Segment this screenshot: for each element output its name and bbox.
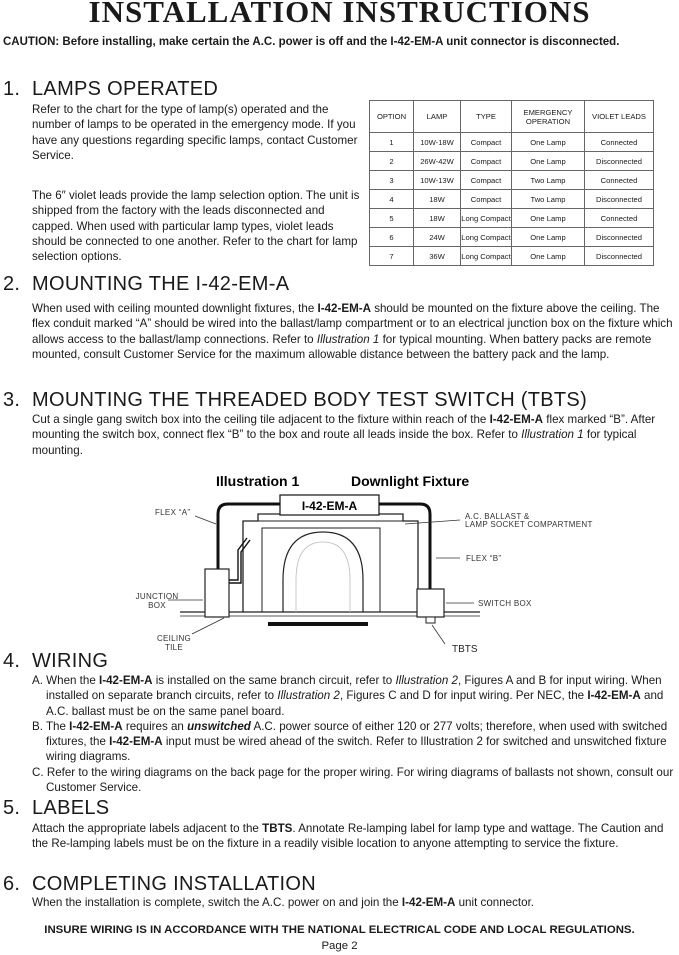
header-violet-leads: VIOLET LEADS (585, 101, 654, 133)
cell-type: Compact (461, 171, 512, 190)
table-row (370, 209, 654, 228)
section-2-paragraph: When used with ceiling mounted downlight fixtures, the I-42-EM-A should be mounted on the fixture above the ceiling. The flex conduit marked “A” should be wired into the ballast/lamp compartment or to an electrical junction box on the fixture which allows access to the ballast/lamp connections. Refer to Illustration 1 for typical mounting. When battery packs are remote mounted, consult Customer Service for the maximum allowable distance between the battery pack and the lamp. (32, 302, 673, 361)
cell-emergency-operation: Two Lamp (512, 190, 585, 209)
product-name: I-42-EM-A (587, 689, 641, 703)
switch-box-label: SWITCH BOX (478, 599, 532, 608)
header-option: OPTION (370, 101, 414, 133)
section-1-paragraph-2: The 6″ violet leads provide the lamp selection option. The unit is shipped from the factory with the leads disconnected and capped. When used with particular lamp types, violet leads should be connected to one another. Refer to the chart for lamp selection options. (32, 189, 360, 264)
section-3-heading: MOUNTING THE THREADED BODY TEST SWITCH (TBTS) (32, 389, 588, 411)
illustration-reference: Illustration 2 (277, 689, 340, 703)
cell-type: Compact (461, 133, 512, 152)
product-name: I-42-EM-A (99, 674, 153, 687)
flex-a-label: FLEX “A” (155, 508, 191, 517)
flex-a-leader (195, 516, 216, 524)
section-5-heading: LABELS (32, 797, 110, 819)
cell-lamp: 24W (414, 228, 461, 247)
section-5-number: 5. (3, 797, 21, 819)
table-row (370, 152, 654, 171)
table-row (370, 228, 654, 247)
section-1-heading: LAMPS OPERATED (32, 78, 219, 100)
table-row (370, 190, 654, 209)
cell-option: 2 (370, 152, 414, 171)
cell-violet-leads: Connected (585, 171, 654, 190)
cell-option: 5 (370, 209, 414, 228)
lamp-options-table (369, 100, 654, 266)
cell-type: Long Compact (461, 247, 512, 266)
cell-emergency-operation: One Lamp (512, 152, 585, 171)
cell-emergency-operation: One Lamp (512, 228, 585, 247)
illustration-reference: Illustration 1 (521, 428, 584, 442)
section-6-paragraph: When the installation is complete, switch the A.C. power on and join the I-42-EM-A unit connector. (32, 896, 535, 909)
ceiling-label-line-1: CEILING (156, 634, 192, 643)
switch-box (417, 589, 444, 617)
cell-emergency-operation: Two Lamp (512, 171, 585, 190)
ballast-label-line-2: LAMP SOCKET COMPARTMENT (465, 520, 593, 529)
cell-lamp: 26W-42W (414, 152, 461, 171)
section-3-paragraph: Cut a single gang switch box into the ceiling tile adjacent to the fixture within reach of the I-42-EM-A flex marked “B”. After mounting the switch box, connect flex “B” to the box and route all leads inside the box. Refer to Illustration 1 for typical mounting. (32, 413, 656, 457)
caution-notice: CAUTION: Before installing, make certain the A.C. power is off and the I-42-EM-A unit connector is disconnected. (3, 36, 620, 48)
regulation-footer: INSURE WIRING IS IN ACCORDANCE WITH THE NATIONAL ELECTRICAL CODE AND LOCAL REGULATIONS. (44, 924, 635, 936)
table-row (370, 133, 654, 152)
product-name: I-42-EM-A (69, 719, 123, 733)
section-4-heading: WIRING (32, 650, 109, 672)
section-5-paragraph: Attach the appropriate labels adjacent to the TBTS. Annotate Re-lamping label for lamp type and wattage. The Caution and the Re-lamping labels must be on the fixture in a readily visible location to anyone attempting to service the fixture. (32, 822, 664, 851)
emphasis-unswitched: unswitched (187, 719, 251, 733)
cell-violet-leads: Connected (585, 133, 654, 152)
section-2-number: 2. (3, 273, 21, 295)
cell-violet-leads: Disconnected (585, 228, 654, 247)
cell-type: Long Compact (461, 228, 512, 247)
junction-wire-1 (229, 538, 247, 580)
table-header-row (370, 101, 654, 133)
unit-label: I-42-EM-A (301, 499, 358, 513)
cell-violet-leads: Disconnected (585, 190, 654, 209)
junction-label-line-1: JUNCTION (135, 592, 179, 601)
cell-type: Compact (461, 152, 512, 171)
section-6-number: 6. (3, 873, 21, 895)
cell-option: 6 (370, 228, 414, 247)
tbts-leader (432, 625, 445, 644)
junction-box (205, 569, 229, 617)
flex-b-label: FLEX “B” (466, 554, 502, 563)
wiring-item-b: B. The I-42-EM-A requires an unswitched A.C. power source of either 120 or 277 volts; therefore, when used with switched fixtures, the I-42-EM-A input must be wired ahead of the switch. Refer to Illustration 2 for switched and unswitched fixture wiring diagrams. (32, 719, 668, 764)
section-4-number: 4. (3, 650, 21, 672)
cell-option: 4 (370, 190, 414, 209)
cell-lamp: 18W (414, 190, 461, 209)
header-emergency-operation: EMERGENCY OPERATION (512, 101, 585, 133)
cell-lamp: 10W-18W (414, 133, 461, 152)
illustration-subtitle: Downlight Fixture (351, 473, 470, 489)
junction-wire-2 (229, 540, 250, 583)
cell-type: Compact (461, 190, 512, 209)
cell-lamp: 36W (414, 247, 461, 266)
cell-emergency-operation: One Lamp (512, 133, 585, 152)
section-1-paragraph-1: Refer to the chart for the type of lamp(s) operated and the number of lamps to be operated in the emergency mode. If you have any questions regarding specific lamps, contact Customer Service. (32, 103, 358, 162)
product-name: I-42-EM-A (401, 896, 456, 909)
section-2-heading: MOUNTING THE I-42-EM-A (32, 273, 290, 295)
reflector-arch-inner (296, 542, 350, 612)
reflector-arch (283, 532, 363, 612)
fixture-housing (243, 514, 418, 612)
wiring-item-c: C. Refer to the wiring diagrams on the back page for the proper wiring. For wiring diagrams of ballasts not shown, consult our Customer Service. (32, 765, 674, 795)
tbts-label: TBTS (452, 644, 478, 655)
ballast-label-line-1: A.C. BALLAST & (465, 512, 530, 521)
cell-violet-leads: Disconnected (585, 152, 654, 171)
cell-option: 7 (370, 247, 414, 266)
illustration-reference: Illustration 2 (395, 674, 458, 687)
page-number: Page 2 (321, 940, 358, 952)
page-title: INSTALLATION INSTRUCTIONS (88, 0, 591, 29)
illustration-1-diagram (0, 468, 679, 658)
section-4-items (32, 673, 674, 795)
table-row (370, 171, 654, 190)
product-name: I-42-EM-A (317, 302, 371, 315)
ceiling-leader (192, 618, 224, 634)
tbts-term: TBTS (262, 822, 293, 835)
junction-label-line-2: BOX (148, 601, 166, 610)
ceiling-label-line-2: TILE (164, 643, 184, 652)
product-name: I-42-EM-A (489, 413, 544, 426)
flex-b-conduit (379, 504, 430, 590)
section-6-heading: COMPLETING INSTALLATION (32, 873, 316, 895)
table-row (370, 247, 654, 266)
fixture-trim (268, 622, 368, 626)
section-1-number: 1. (3, 78, 21, 100)
cell-violet-leads: Disconnected (585, 247, 654, 266)
tbts-switch (426, 617, 435, 623)
wiring-item-a: A. When the I-42-EM-A is installed on the same branch circuit, refer to Illustration 2, Figures A and B for input wiring. When installed on separate branch circuits, refer to Illustration 2, Figures C and D for input wiring. Per NEC, the I-42-EM-A and A.C. ballast must be on the same panel board. (32, 674, 664, 718)
cell-type: Long Compact (461, 209, 512, 228)
illustration-reference: Illustration 1 (316, 332, 380, 346)
cell-violet-leads: Connected (585, 209, 654, 228)
header-lamp: LAMP (414, 101, 461, 133)
cell-emergency-operation: One Lamp (512, 247, 585, 266)
cell-option: 1 (370, 133, 414, 152)
cell-option: 3 (370, 171, 414, 190)
section-3-number: 3. (3, 389, 21, 411)
header-type: TYPE (461, 101, 512, 133)
illustration-title: Illustration 1 (216, 473, 300, 489)
cell-lamp: 10W-13W (414, 171, 461, 190)
cell-emergency-operation: One Lamp (512, 209, 585, 228)
cell-lamp: 18W (414, 209, 461, 228)
product-name: I-42-EM-A (109, 735, 163, 749)
